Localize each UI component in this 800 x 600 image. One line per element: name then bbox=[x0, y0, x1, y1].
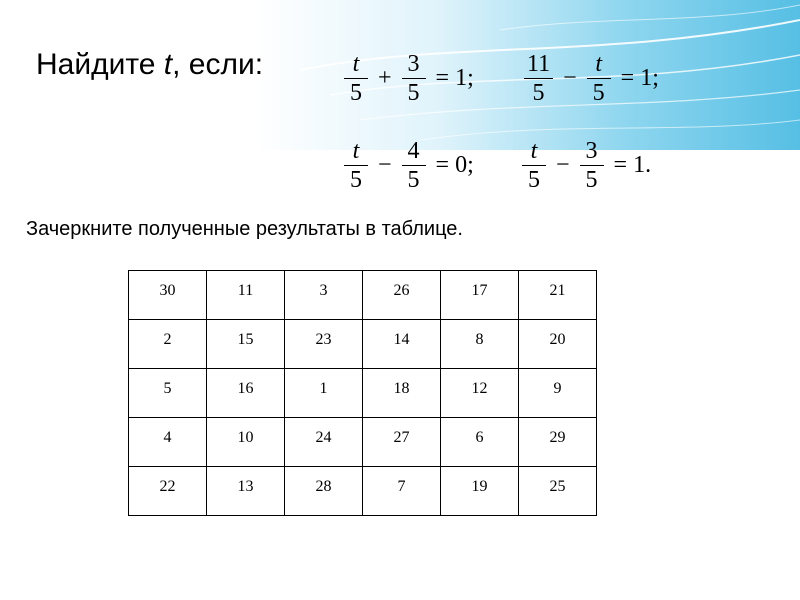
numerator: 11 bbox=[524, 50, 553, 79]
table-row bbox=[129, 320, 597, 369]
table-cell[interactable]: 10 bbox=[207, 418, 285, 467]
numerator: 3 bbox=[402, 50, 426, 79]
number-table-body bbox=[129, 271, 597, 516]
denominator: 5 bbox=[585, 167, 598, 193]
equation-1 bbox=[340, 50, 480, 107]
table-cell[interactable]: 9 bbox=[519, 369, 597, 418]
table-cell[interactable]: 4 bbox=[129, 418, 207, 467]
table-cell[interactable]: 24 bbox=[285, 418, 363, 467]
denominator: 5 bbox=[407, 80, 420, 106]
denominator: 5 bbox=[592, 80, 605, 106]
operator: − bbox=[378, 152, 392, 178]
table-cell[interactable]: 30 bbox=[129, 271, 207, 320]
equals-result: = 0; bbox=[435, 152, 474, 178]
number-table bbox=[128, 270, 597, 516]
fraction bbox=[402, 137, 426, 194]
table-cell[interactable]: 20 bbox=[519, 320, 597, 369]
numerator: 4 bbox=[402, 137, 426, 166]
slide-title bbox=[36, 48, 263, 82]
table-cell[interactable]: 29 bbox=[519, 418, 597, 467]
fraction bbox=[580, 137, 604, 194]
numerator: t bbox=[344, 137, 368, 166]
table-row bbox=[129, 271, 597, 320]
table-row bbox=[129, 467, 597, 516]
title-suffix: , если: bbox=[172, 48, 264, 81]
table-cell[interactable]: 21 bbox=[519, 271, 597, 320]
table-cell[interactable]: 2 bbox=[129, 320, 207, 369]
table-cell[interactable]: 7 bbox=[363, 467, 441, 516]
operator: − bbox=[556, 152, 570, 178]
fraction bbox=[587, 50, 611, 107]
table-cell[interactable]: 3 bbox=[285, 271, 363, 320]
table-cell[interactable]: 1 bbox=[285, 369, 363, 418]
numerator: t bbox=[587, 50, 611, 79]
table-cell[interactable]: 13 bbox=[207, 467, 285, 516]
table-cell[interactable]: 8 bbox=[441, 320, 519, 369]
numerator: 3 bbox=[580, 137, 604, 166]
equation-3 bbox=[340, 137, 480, 194]
table-row bbox=[129, 369, 597, 418]
table-cell[interactable]: 26 bbox=[363, 271, 441, 320]
operator: − bbox=[563, 65, 577, 91]
fraction bbox=[524, 50, 553, 107]
table-cell[interactable]: 6 bbox=[441, 418, 519, 467]
denominator: 5 bbox=[350, 80, 362, 106]
instruction-text: Зачеркните полученные результаты в таблице. bbox=[26, 218, 463, 240]
equation-4 bbox=[518, 137, 657, 194]
operator: + bbox=[378, 65, 392, 91]
fraction bbox=[344, 50, 368, 107]
table-cell[interactable]: 19 bbox=[441, 467, 519, 516]
denominator: 5 bbox=[407, 167, 420, 193]
table-cell[interactable]: 12 bbox=[441, 369, 519, 418]
table-cell[interactable]: 15 bbox=[207, 320, 285, 369]
denominator: 5 bbox=[528, 167, 540, 193]
table-cell[interactable]: 17 bbox=[441, 271, 519, 320]
table-cell[interactable]: 22 bbox=[129, 467, 207, 516]
equals-result: = 1. bbox=[613, 152, 652, 178]
numerator: t bbox=[344, 50, 368, 79]
denominator: 5 bbox=[532, 80, 545, 106]
title-variable: t bbox=[163, 48, 173, 81]
table-cell[interactable]: 18 bbox=[363, 369, 441, 418]
table-cell[interactable]: 23 bbox=[285, 320, 363, 369]
denominator: 5 bbox=[350, 167, 362, 193]
table-cell[interactable]: 27 bbox=[363, 418, 441, 467]
table-cell[interactable]: 28 bbox=[285, 467, 363, 516]
table-cell[interactable]: 11 bbox=[207, 271, 285, 320]
fraction bbox=[402, 50, 426, 107]
table-row bbox=[129, 418, 597, 467]
fraction bbox=[522, 137, 546, 194]
table-cell[interactable]: 25 bbox=[519, 467, 597, 516]
equals-result: = 1; bbox=[620, 65, 659, 91]
table-cell[interactable]: 5 bbox=[129, 369, 207, 418]
fraction bbox=[344, 137, 368, 194]
numerator: t bbox=[522, 137, 546, 166]
equation-2 bbox=[520, 50, 665, 107]
table-cell[interactable]: 14 bbox=[363, 320, 441, 369]
table-cell[interactable]: 16 bbox=[207, 369, 285, 418]
equals-result: = 1; bbox=[435, 65, 474, 91]
title-prefix: Найдите bbox=[36, 48, 164, 81]
